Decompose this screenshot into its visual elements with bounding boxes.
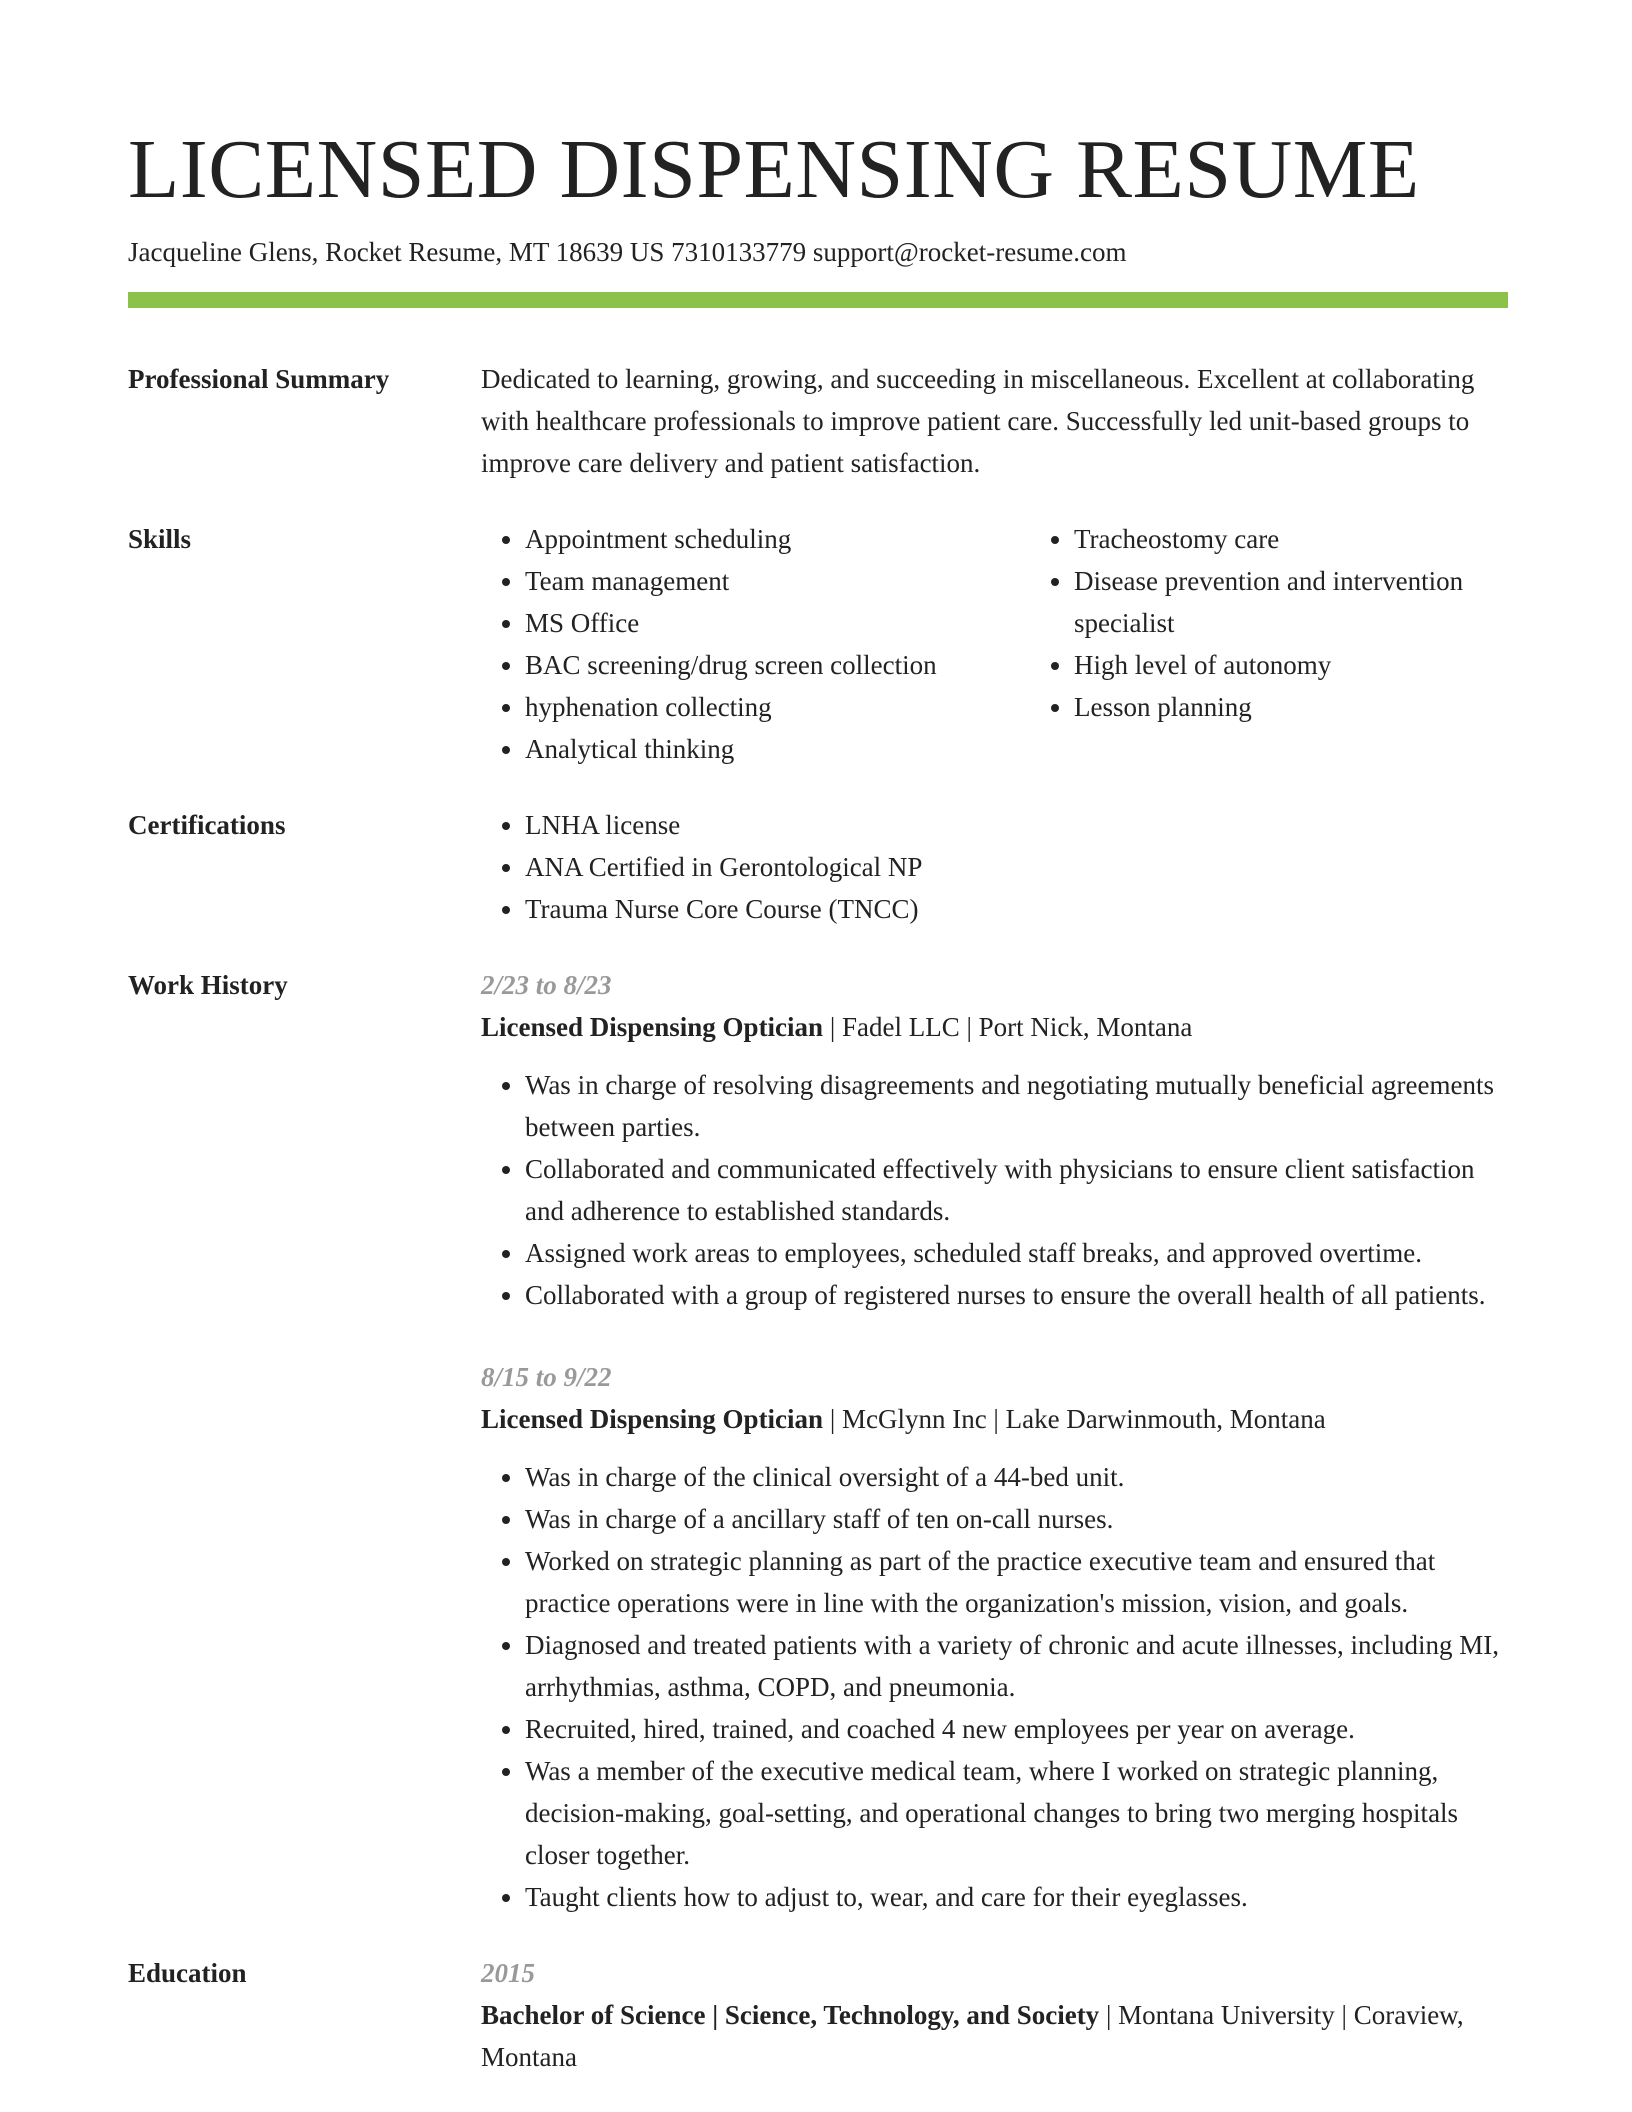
summary-text: Dedicated to learning, growing, and succeeding in miscellaneous. Excellent at collaborating with healthcare professionals to improve patient care. Successfully led unit-based groups to improve care delivery and patient satisfaction.	[481, 364, 1475, 478]
job-role: Licensed Dispensing Optician	[481, 1404, 824, 1434]
job-details: | Fadel LLC | Port Nick, Montana	[823, 1012, 1193, 1042]
education-section	[128, 1952, 1508, 2078]
job-entry	[481, 964, 1508, 1316]
job-bullet: • Worked on strategic planning as part of the practice executive team and ensured that practice operations were in line with the organization's mission, vision, and goals.	[525, 1540, 1508, 1624]
certifications-body	[481, 804, 1508, 930]
skills-section	[128, 518, 1508, 770]
job-details: | McGlynn Inc | Lake Darwinmouth, Montana	[823, 1404, 1326, 1434]
skills-column-2	[1030, 518, 1508, 770]
job-bullets	[481, 1064, 1508, 1316]
certification-item: • LNHA license	[525, 804, 1508, 846]
summary-label: Professional Summary	[128, 364, 390, 394]
education-year: 2015	[481, 1958, 535, 1988]
skill-item: • High level of autonomy	[1074, 644, 1508, 686]
certifications-label: Certifications	[128, 810, 286, 840]
education-label: Education	[128, 1958, 247, 1988]
summary-section	[128, 358, 1508, 484]
skill-item: • Team management	[525, 560, 1030, 602]
job-bullet: • Recruited, hired, trained, and coached 4 new employees per year on average.	[525, 1708, 1508, 1750]
job-role: Licensed Dispensing Optician	[481, 1012, 824, 1042]
job-bullet: • Was in charge of the clinical oversight of a 44-bed unit.	[525, 1456, 1508, 1498]
resume-title: LICENSED DISPENSING RESUME	[128, 123, 1420, 216]
job-bullet: • Collaborated and communicated effectively with physicians to ensure client satisfaction and adherence to established standards.	[525, 1148, 1508, 1232]
job-bullet: • Collaborated with a group of registered nurses to ensure the overall health of all patients.	[525, 1274, 1508, 1316]
certifications-section	[128, 804, 1508, 930]
education-body	[481, 1952, 1508, 2078]
skill-item: • Disease prevention and intervention specialist	[1074, 560, 1508, 644]
job-bullet: • Taught clients how to adjust to, wear, and care for their eyeglasses.	[525, 1876, 1508, 1918]
education-degree: Bachelor of Science | Science, Technology, and Society	[481, 2000, 1100, 2030]
job-bullet: • Assigned work areas to employees, scheduled staff breaks, and approved overtime.	[525, 1232, 1508, 1274]
skills-label: Skills	[128, 524, 192, 554]
skill-item: • BAC screening/drug screen collection	[525, 644, 1030, 686]
job-heading	[481, 1398, 1508, 1440]
job-bullet: • Was in charge of a ancillary staff of ten on-call nurses.	[525, 1498, 1508, 1540]
skill-item: • Lesson planning	[1074, 686, 1508, 728]
resume-page	[128, 120, 1508, 2078]
contact-line: Jacqueline Glens, Rocket Resume, MT 18639 US 7310133779 support@rocket-resume.com	[128, 237, 1127, 267]
job-heading	[481, 1006, 1508, 1048]
job-bullets	[481, 1456, 1508, 1918]
job-bullet: • Diagnosed and treated patients with a variety of chronic and acute illnesses, including MI, arrhythmias, asthma, COPD, and pneumonia.	[525, 1624, 1508, 1708]
work-history-label: Work History	[128, 970, 288, 1000]
work-history-body	[481, 964, 1508, 1918]
certifications-list	[481, 804, 1508, 930]
job-dates: 2/23 to 8/23	[481, 970, 612, 1000]
job-entry	[481, 1356, 1508, 1918]
education-heading	[481, 1994, 1508, 2078]
skill-item: • Appointment scheduling	[525, 518, 1030, 560]
job-dates: 8/15 to 9/22	[481, 1362, 612, 1392]
skill-item: • Analytical thinking	[525, 728, 1030, 770]
job-bullet: • Was in charge of resolving disagreements and negotiating mutually beneficial agreements between parties.	[525, 1064, 1508, 1148]
skills-list	[481, 518, 1508, 770]
education-details: | Montana University | Coraview, Montana	[481, 2000, 1464, 2072]
skill-item: • Tracheostomy care	[1074, 518, 1508, 560]
certification-item: • Trauma Nurse Core Course (TNCC)	[525, 888, 1508, 930]
certification-item: • ANA Certified in Gerontological NP	[525, 846, 1508, 888]
skill-item: • MS Office	[525, 602, 1030, 644]
accent-divider	[128, 292, 1508, 308]
work-history-section	[128, 964, 1508, 1918]
skill-item: • hyphenation collecting	[525, 686, 1030, 728]
skills-column-1	[481, 518, 1030, 770]
job-bullet: • Was a member of the executive medical team, where I worked on strategic planning, decision-making, goal-setting, and operational changes to bring two merging hospitals closer together.	[525, 1750, 1508, 1876]
